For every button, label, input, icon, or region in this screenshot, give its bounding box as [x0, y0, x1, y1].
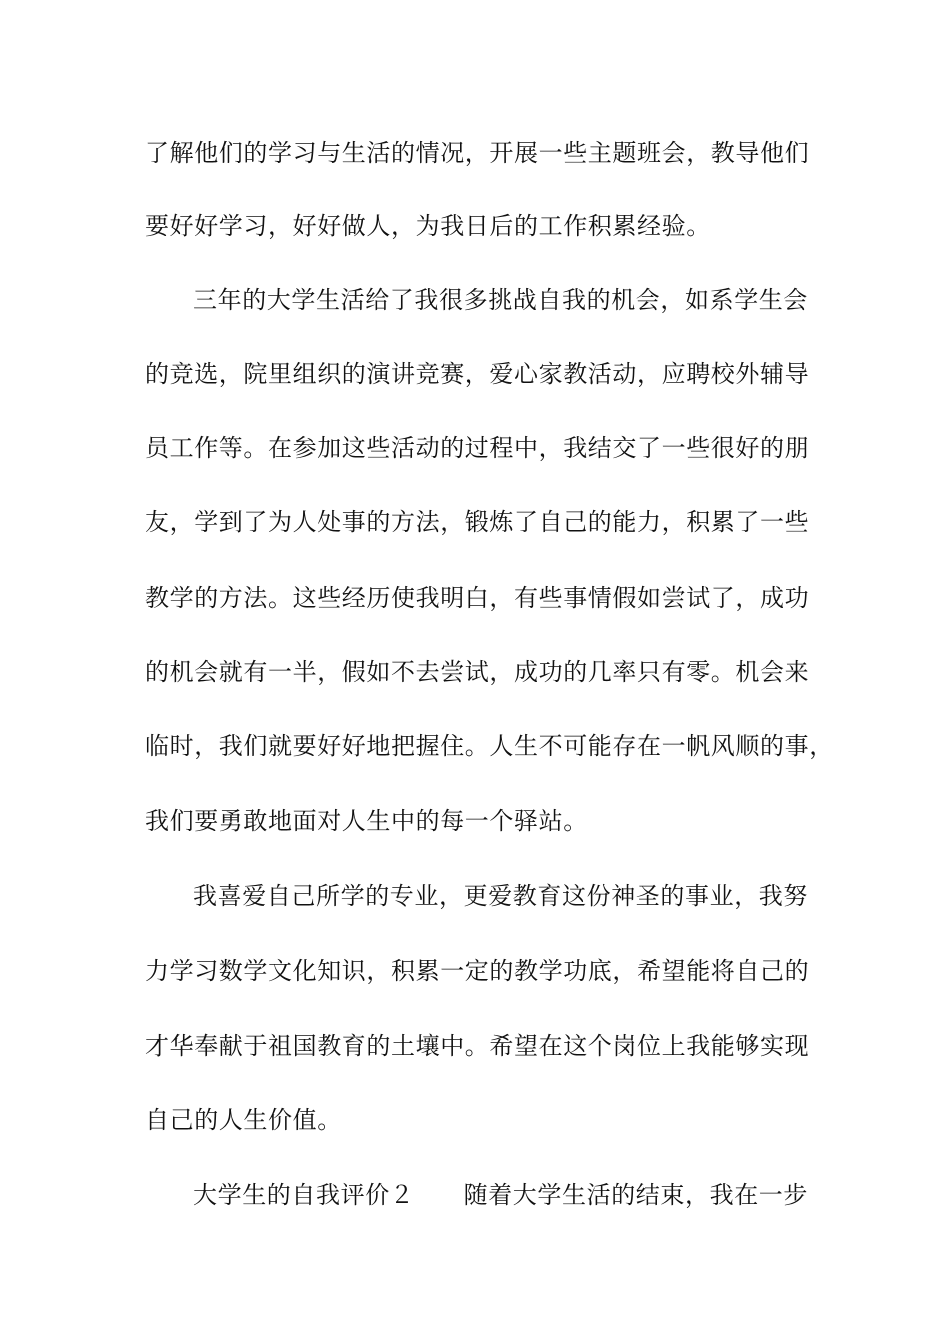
text-line-13: 才华奉献于祖国教育的土壤中。希望在这个岗位上我能够实现	[145, 1032, 810, 1060]
text-line-8: 的机会就有一半，假如不去尝试，成功的几率只有零。机会来	[145, 658, 810, 686]
text-line-9: 临时，我们就要好好地把握住。人生不可能存在一帆风顺的事，	[145, 732, 834, 760]
text-line-11: 我喜爱自己所学的专业，更爱教育这份神圣的事业，我努	[193, 882, 808, 910]
text-line-5: 员工作等。在参加这些活动的过程中，我结交了一些很好的朋	[145, 434, 810, 462]
text-line-2: 要好好学习，好好做人，为我日后的工作积累经验。	[145, 212, 711, 240]
text-line-15: 大学生的自我评价２ 随着大学生活的结束，我在一步	[193, 1181, 808, 1209]
text-line-4: 的竞选，院里组织的演讲竞赛，爱心家教活动，应聘校外辅导	[145, 360, 810, 388]
text-line-1: 了解他们的学习与生活的情况，开展一些主题班会，教导他们	[145, 139, 810, 167]
text-line-6: 友，学到了为人处事的方法，锻炼了自己的能力，积累了一些	[145, 508, 810, 536]
text-line-7: 教学的方法。这些经历使我明白，有些事情假如尝试了，成功	[145, 584, 810, 612]
text-line-14: 自己的人生价值。	[145, 1106, 342, 1134]
text-line-3: 三年的大学生活给了我很多挑战自我的机会，如系学生会	[193, 286, 808, 314]
text-line-12: 力学习数学文化知识，积累一定的教学功底，希望能将自己的	[145, 957, 810, 985]
text-line-10: 我们要勇敢地面对人生中的每一个驿站。	[145, 807, 588, 835]
